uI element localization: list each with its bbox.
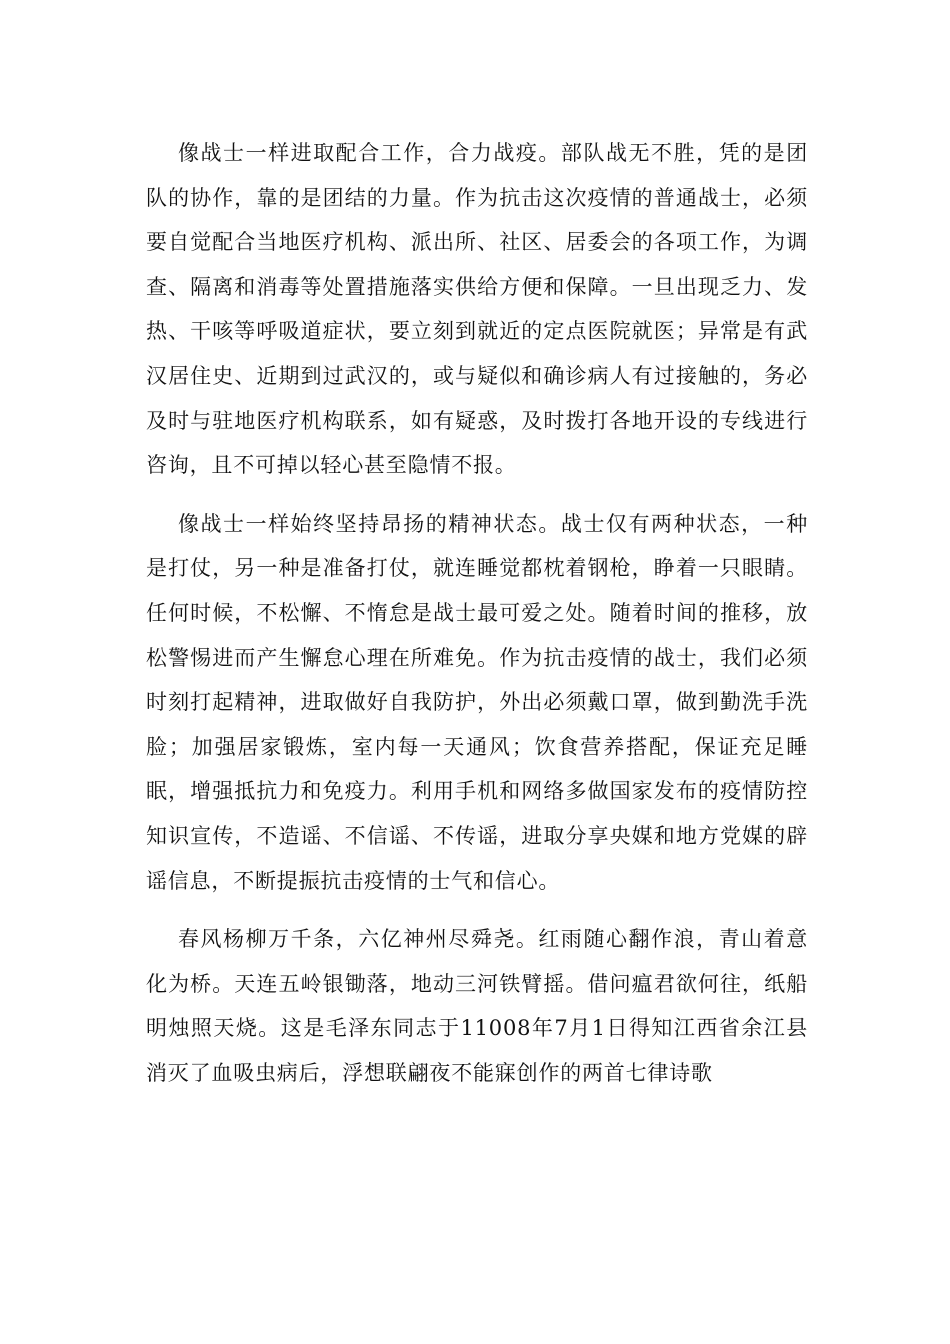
paragraph-poem-quote: 春风杨柳万千条，六亿神州尽舜尧。红雨随心翻作浪，青山着意化为桥。天连五岭银锄落，地动三河铁臂摇。借问瘟君欲何往，纸船明烛照天烧。这是毛泽东同志于11008年7月1日得知江西省余江县消灭了血吸虫病后，浮想联翩夜不能寐创作的两首七律诗歌 [146,927,808,1085]
paragraph-spirit-state: 像战士一样始终坚持昂扬的精神状态。战士仅有两种状态，一种是打仗，另一种是准备打仗，就连睡觉都枕着钢枪，睁着一只眼睛。任何时候，不松懈、不惰怠是战士最可爱之处。随着时间的推移，放松警惕进而产生懈怠心理在所难免。作为抗击疫情的战士，我们必须时刻打起精神，进取做好自我防护，外出必须戴口罩，做到勤洗手洗脸；加强居家锻炼，室内每一天通风；饮食营养搭配，保证充足睡眠，增强抵抗力和免疫力。利用手机和网络多做国家发布的疫情防控知识宣传，不造谣、不信谣、不传谣，进取分享央媒和地方党媒的辟谣信息，不断提振抗击疫情的士气和信心。 [146,511,808,893]
paragraph-fight-together: 像战士一样进取配合工作，合力战疫。部队战无不胜，凭的是团队的协作，靠的是团结的力量。作为抗击这次疫情的普通战士，必须要自觉配合当地医疗机构、派出所、社区、居委会的各项工作，为调查、隔离和消毒等处置措施落实供给方便和保障。一旦出现乏力、发热、干咳等呼吸道症状，要立刻到就近的定点医院就医；异常是有武汉居住史、近期到过武汉的，或与疑似和确诊病人有过接触的，务必及时与驻地医疗机构联系，如有疑惑，及时拨打各地开设的专线进行咨询，且不可掉以轻心甚至隐情不报。 [146,141,808,478]
document-body [146,131,808,1095]
